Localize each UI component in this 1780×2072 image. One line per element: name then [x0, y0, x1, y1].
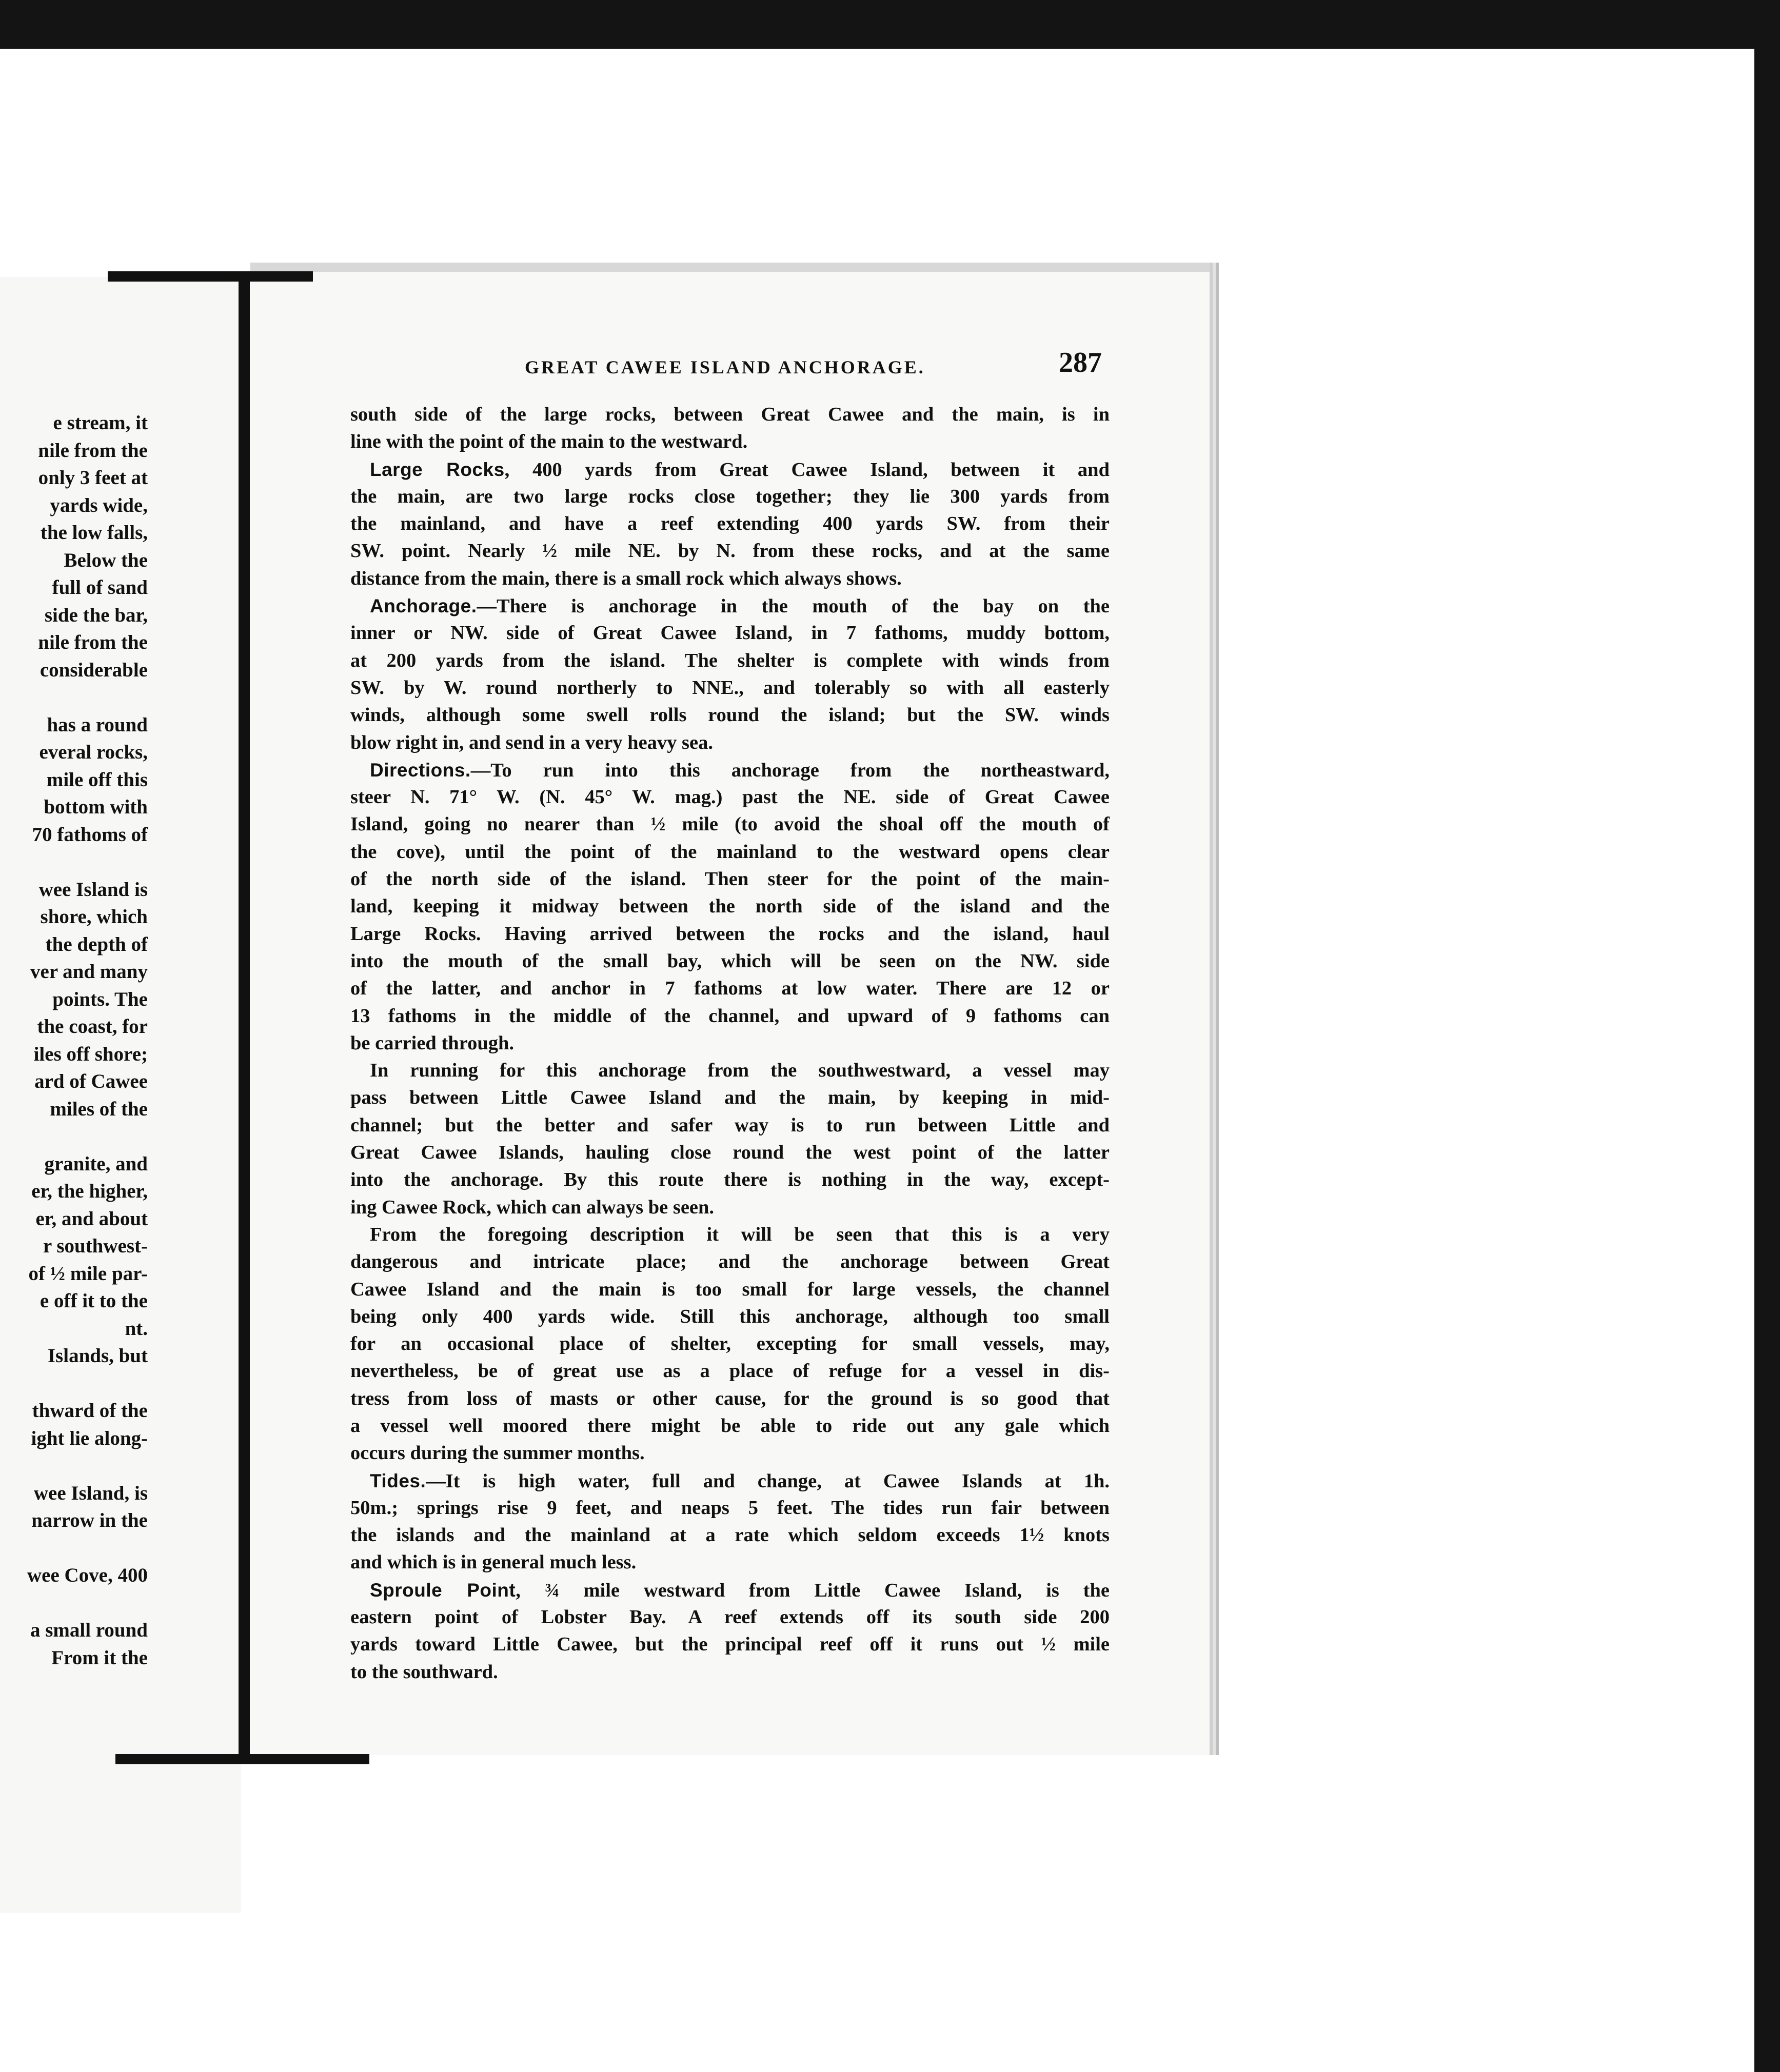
- line-text: land, keeping it midway between the north side of the island and the: [350, 895, 1110, 918]
- running-head: GREAT CAWEE ISLAND ANCHORAGE.: [525, 357, 925, 377]
- text-line: [350, 948, 1110, 975]
- left-page-line: [27, 1589, 148, 1617]
- line-text: dangerous and intricate place; and the anchorage between Great: [350, 1251, 1110, 1273]
- left-page-line: thward of the: [32, 1400, 148, 1422]
- line-text: Cawee Island and the main is too small for large vessels, the channel: [350, 1278, 1110, 1300]
- left-page-line: [27, 848, 148, 876]
- line-text: distance from the main, there is a small rock which always shows.: [350, 567, 902, 589]
- left-page-line: ard of Cawee: [34, 1070, 148, 1092]
- text-line: [350, 1139, 1110, 1166]
- line-text: Great Cawee Islands, hauling close round the west point of the latter: [350, 1142, 1110, 1164]
- line-text: for an occasional place of shelter, excepting for small vessels, may,: [350, 1333, 1110, 1355]
- line-text: SW. by W. round northerly to NNE., and tolerably so with all easterly: [350, 676, 1110, 699]
- line-text: SW. point. Nearly ½ mile NE. by N. from these rocks, and at the same: [350, 540, 1110, 562]
- left-page-line: side the bar,: [44, 604, 148, 626]
- left-page-line: everal rocks,: [39, 741, 148, 763]
- left-page-line: [27, 1452, 148, 1480]
- line-text: channel; but the better and safer way is to run between Little and: [350, 1114, 1110, 1136]
- text-line: [350, 401, 1110, 428]
- left-page-line: iles off shore;: [33, 1043, 148, 1065]
- line-text: ing Cawee Rock, which can always be seen.: [350, 1196, 715, 1218]
- left-page-line: From it the: [51, 1646, 148, 1669]
- book-gutter: [239, 277, 250, 1759]
- right-page: [250, 263, 1210, 1755]
- line-text: —There is anchorage in the mouth of the bay on the: [477, 595, 1110, 617]
- line-text: Island, going no nearer than ½ mile (to avoid the shoal off the mouth of: [350, 813, 1110, 835]
- text-line: [350, 975, 1110, 1002]
- section-heading: Anchorage.: [370, 595, 477, 617]
- section-heading: Large Rocks: [370, 459, 505, 480]
- left-page-line: considerable: [39, 659, 148, 681]
- left-page-line: wee Island, is: [33, 1482, 148, 1504]
- left-page-line: mile off this: [46, 768, 148, 791]
- text-line: [350, 1467, 1110, 1495]
- left-page-line: ight lie along-: [31, 1427, 148, 1449]
- text-line: [350, 1358, 1110, 1385]
- left-page-line: wee Island is: [38, 878, 148, 901]
- text-line: [350, 1577, 1110, 1604]
- text-line: [350, 510, 1110, 537]
- left-page-line: yards wide,: [50, 494, 148, 516]
- text-line: [350, 1604, 1110, 1631]
- left-page-line: er, the higher,: [31, 1180, 148, 1202]
- left-page-text: [27, 409, 148, 1671]
- left-page-line: e stream, it: [53, 412, 148, 434]
- section-heading: Sproule Point: [370, 1579, 516, 1601]
- line-text: Large Rocks. Having arrived between the rocks and the island, haul: [350, 923, 1110, 945]
- left-page-line: [27, 1535, 148, 1562]
- line-text: 13 fathoms in the middle of the channel, and upward of 9 fathoms can: [350, 1005, 1110, 1027]
- left-page-line: the low falls,: [40, 522, 148, 544]
- left-page-line: [27, 1123, 148, 1150]
- text-line: [350, 647, 1110, 674]
- left-page-line: Below the: [64, 549, 148, 571]
- left-page-line: 70 fathoms of: [32, 823, 148, 846]
- text-line: [350, 811, 1110, 838]
- text-line: [350, 620, 1110, 647]
- left-page-line: wee Cove, 400: [27, 1564, 148, 1586]
- left-page: [0, 277, 241, 1913]
- body-text: [350, 401, 1110, 1686]
- text-line: [350, 1084, 1110, 1111]
- line-text: nevertheless, be of great use as a place of refuge for a vessel in dis-: [350, 1360, 1110, 1382]
- text-line: [350, 921, 1110, 948]
- line-text: be carried through.: [350, 1032, 515, 1054]
- line-text: into the anchorage. By this route there is nothing in the way, except-: [350, 1169, 1110, 1191]
- line-text: In running for this anchorage from the southwestward, a vessel may: [370, 1060, 1110, 1082]
- section-heading: Tides.: [370, 1470, 426, 1491]
- left-page-line: the coast, for: [37, 1015, 148, 1038]
- line-text: From the foregoing description it will be seen that this is a very: [370, 1223, 1110, 1245]
- left-page-line: miles of the: [50, 1098, 148, 1120]
- text-line: [350, 1030, 1110, 1057]
- text-line: [350, 1440, 1110, 1467]
- line-text: , 400 yards from Great Cawee Island, between it and: [504, 459, 1110, 481]
- line-text: pass between Little Cawee Island and the main, by keeping in mid-: [350, 1087, 1110, 1109]
- left-page-line: ver and many: [30, 961, 148, 983]
- left-page-line: narrow in the: [31, 1509, 148, 1531]
- left-page-line: nt.: [125, 1317, 148, 1340]
- text-line: [350, 893, 1110, 920]
- left-page-line: nile from the: [38, 631, 148, 653]
- text-line: [350, 1631, 1110, 1658]
- left-page-line: only 3 feet at: [38, 467, 148, 489]
- text-line: [350, 1659, 1110, 1686]
- text-line: [350, 1549, 1110, 1576]
- text-line: [350, 1303, 1110, 1330]
- text-line: [350, 592, 1110, 620]
- left-page-line: [27, 1370, 148, 1398]
- line-text: eastern point of Lobster Bay. A reef extends off its south side 200: [350, 1606, 1110, 1628]
- left-page-line: full of sand: [52, 576, 148, 599]
- text-line: [350, 1003, 1110, 1030]
- text-line: [350, 456, 1110, 483]
- line-text: the cove), until the point of the mainland to the westward opens clear: [350, 841, 1110, 863]
- text-line: [350, 1385, 1110, 1412]
- text-line: [350, 674, 1110, 702]
- left-page-line: nile from the: [38, 439, 148, 462]
- text-line: [350, 537, 1110, 565]
- line-text: blow right in, and send in a very heavy sea.: [350, 731, 713, 753]
- text-line: [350, 1166, 1110, 1193]
- line-text: being only 400 yards wide. Still this anchorage, although too small: [350, 1305, 1110, 1327]
- page-edge-shade: [250, 263, 1210, 272]
- left-page-line: of ½ mile par-: [28, 1262, 148, 1285]
- line-text: the main, are two large rocks close together; they lie 300 yards from: [350, 485, 1110, 507]
- line-text: line with the point of the main to the westward.: [350, 431, 748, 453]
- text-line: [350, 1057, 1110, 1084]
- text-line: [350, 1194, 1110, 1221]
- text-line: [350, 839, 1110, 866]
- line-text: inner or NW. side of Great Cawee Island, in 7 fathoms, muddy bottom,: [350, 622, 1110, 644]
- line-text: the mainland, and have a reef extending 400 yards SW. from their: [350, 513, 1110, 535]
- text-line: [350, 1495, 1110, 1522]
- text-line: [350, 565, 1110, 592]
- text-line: [350, 784, 1110, 811]
- text-line: [350, 483, 1110, 510]
- text-line: [350, 1276, 1110, 1303]
- text-line: [350, 729, 1110, 756]
- page-number: 287: [1059, 347, 1102, 378]
- text-line: [350, 1522, 1110, 1549]
- line-text: occurs during the summer months.: [350, 1442, 645, 1464]
- line-text: 50m.; springs rise 9 feet, and neaps 5 feet. The tides run fair between: [350, 1497, 1110, 1519]
- left-page-line: shore, which: [40, 906, 148, 928]
- left-page-line: Islands, but: [47, 1345, 148, 1367]
- left-page-line: granite, and: [44, 1152, 148, 1175]
- text-line: [350, 866, 1110, 893]
- text-line: [350, 702, 1110, 729]
- line-text: at 200 yards from the island. The shelter is complete with winds from: [350, 649, 1110, 671]
- line-text: , ¾ mile westward from Little Cawee Island, is the: [516, 1579, 1110, 1601]
- binding-clip-top: [108, 271, 313, 282]
- left-page-line: has a round: [47, 713, 148, 736]
- line-text: and which is in general much less.: [350, 1551, 637, 1573]
- left-page-line: r southwest-: [43, 1235, 148, 1257]
- line-text: winds, although some swell rolls round the island; but the SW. winds: [350, 704, 1110, 726]
- line-text: to the southward.: [350, 1661, 498, 1683]
- line-text: —To run into this anchorage from the northeastward,: [470, 759, 1110, 781]
- text-line: [350, 1248, 1110, 1276]
- left-page-line: a small round: [30, 1619, 148, 1641]
- left-page-line: the depth of: [45, 933, 148, 955]
- binding-clip-bottom: [115, 1754, 369, 1764]
- text-line: [350, 1330, 1110, 1358]
- text-line: [350, 1412, 1110, 1440]
- line-text: of the latter, and anchor in 7 fathoms at low water. There are 12 or: [350, 978, 1110, 1000]
- line-text: south side of the large rocks, between Great Cawee and the main, is in: [350, 404, 1110, 425]
- line-text: yards toward Little Cawee, but the principal reef off it runs out ½ mile: [350, 1633, 1110, 1656]
- section-heading: Directions.: [370, 759, 471, 781]
- line-text: —It is high water, full and change, at Cawee Islands at 1h.: [426, 1470, 1110, 1492]
- line-text: of the north side of the island. Then steer for the point of the main-: [350, 868, 1110, 890]
- text-line: [350, 1221, 1110, 1248]
- line-text: the islands and the mainland at a rate which seldom exceeds 1½ knots: [350, 1524, 1110, 1546]
- line-text: a vessel well moored there might be able to ride out any gale which: [350, 1414, 1110, 1437]
- text-line: [350, 756, 1110, 784]
- left-page-line: points. The: [52, 988, 148, 1010]
- line-text: steer N. 71° W. (N. 45° W. mag.) past the NE. side of Great Cawee: [350, 786, 1110, 808]
- line-text: into the mouth of the small bay, which will be seen on the NW. side: [350, 950, 1110, 972]
- film-border: [1754, 0, 1780, 2072]
- left-page-line: [27, 684, 148, 711]
- text-line: [350, 1112, 1110, 1139]
- left-page-line: er, and about: [35, 1207, 148, 1230]
- line-text: tress from loss of masts or other cause, for the ground is so good that: [350, 1387, 1110, 1409]
- left-page-line: e off it to the: [39, 1290, 148, 1312]
- left-page-line: bottom with: [44, 796, 148, 818]
- text-line: [350, 428, 1110, 455]
